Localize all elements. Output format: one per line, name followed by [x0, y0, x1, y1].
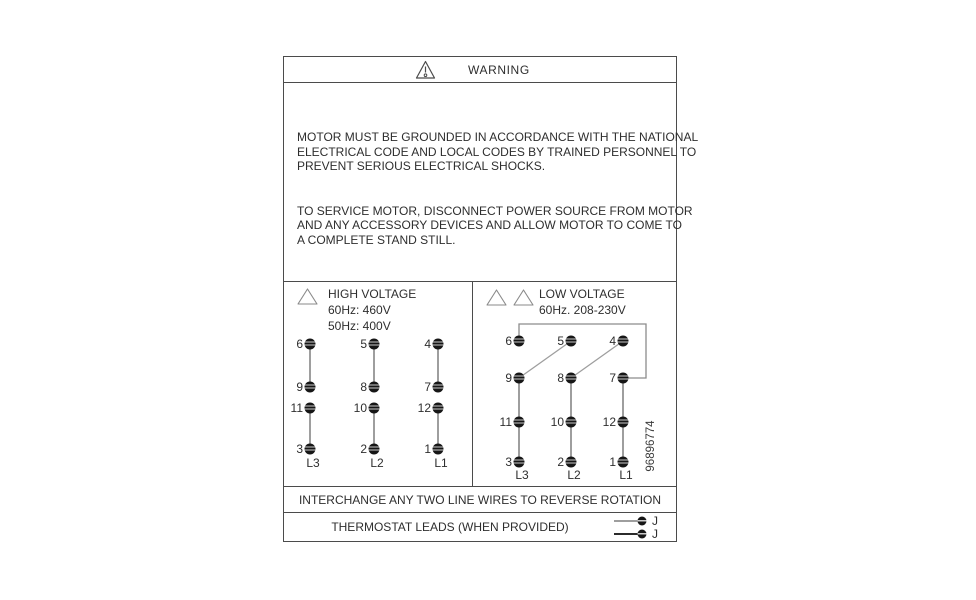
terminal-dot [618, 457, 629, 468]
terminal-dot [433, 382, 444, 393]
high-voltage-panel [284, 282, 473, 486]
reverse-rotation-note: INTERCHANGE ANY TWO LINE WIRES TO REVERSE ROTATION [298, 492, 662, 507]
terminal-number: 9 [505, 371, 512, 385]
terminal-number: 1 [609, 455, 616, 469]
terminal-dot [514, 457, 525, 468]
line-label: L1 [434, 456, 448, 470]
terminal-number: 8 [557, 371, 564, 385]
voltage-diagrams [284, 282, 676, 487]
terminal-number: 2 [360, 442, 367, 456]
notice-block [284, 83, 699, 282]
terminal-dot [566, 457, 577, 468]
terminal-dot [433, 444, 444, 455]
notice-text-line: TO SERVICE MOTOR, DISCONNECT POWER SOURCE FROM MOTOR [297, 203, 693, 218]
notice-text-line: MOTOR MUST BE GROUNDED IN ACCORDANCE WITH THE NATIONAL [297, 130, 699, 144]
thermostat-lead-dot [638, 530, 647, 539]
terminal-dot [305, 444, 316, 455]
terminal-number: 5 [360, 337, 367, 351]
service-notice [297, 203, 693, 248]
thermostat-lead-wire [614, 520, 638, 522]
terminal-number: 2 [557, 455, 564, 469]
thermostat-lead-label: J [652, 527, 658, 541]
terminal-dot [514, 417, 525, 428]
terminal-number: 3 [296, 442, 303, 456]
terminal-dot [618, 373, 629, 384]
terminal-number: 10 [550, 415, 564, 429]
terminal-dot [433, 339, 444, 350]
terminal-dot [618, 336, 629, 347]
terminal-dot [369, 403, 380, 414]
terminal-number: 12 [602, 415, 616, 429]
terminal-number: 6 [505, 334, 512, 348]
high-voltage-title: HIGH VOLTAGE [328, 287, 417, 301]
motor-warning-label [283, 56, 699, 542]
terminal-dot [566, 373, 577, 384]
terminal-dot [514, 373, 525, 384]
terminal-number: 6 [296, 337, 303, 351]
notice-text-line: PREVENT SERIOUS ELECTRICAL SHOCKS. [297, 159, 546, 173]
terminal-dot [566, 417, 577, 428]
terminal-dot [369, 339, 380, 350]
terminal-dot [369, 382, 380, 393]
terminal-number: 7 [424, 380, 431, 394]
terminal-dot [566, 336, 577, 347]
warning-triangle-icon [415, 60, 436, 83]
thermostat-lead-wire [614, 533, 638, 535]
terminal-dot [514, 336, 525, 347]
notice-text-line: ELECTRICAL CODE AND LOCAL CODES BY TRAINED PERSONNEL TO [297, 144, 697, 159]
low-voltage-rating: 60Hz. 208-230V [539, 303, 626, 317]
terminal-number: 9 [296, 380, 303, 394]
terminal-number: 10 [353, 401, 367, 415]
high-voltage-rating: 60Hz: 460V [328, 303, 391, 317]
terminal-dot [305, 382, 316, 393]
thermostat-note: THERMOSTAT LEADS (WHEN PROVIDED) [331, 520, 569, 534]
terminal-number: 11 [290, 401, 303, 415]
thermostat-lead-dot [638, 517, 647, 526]
terminal-number: 11 [499, 415, 512, 429]
low-voltage-title: LOW VOLTAGE [539, 287, 625, 301]
warning-header [284, 57, 676, 83]
part-number: 96896774 [645, 420, 657, 472]
reverse-rotation-note-row [284, 487, 676, 513]
thermostat-lead-label: J [652, 514, 658, 528]
terminal-number: 4 [424, 337, 431, 351]
low-voltage-panel [473, 282, 676, 486]
terminal-dot [618, 417, 629, 428]
terminal-number: 7 [609, 371, 616, 385]
notice-text-line: A COMPLETE STAND STILL. [297, 232, 456, 247]
line-label: L3 [515, 468, 529, 482]
terminal-number: 5 [557, 334, 564, 348]
line-label: L2 [370, 456, 384, 470]
high-voltage-rating: 50Hz: 400V [328, 319, 391, 333]
terminal-dot [433, 403, 444, 414]
grounding-notice [297, 130, 699, 174]
terminal-number: 1 [424, 442, 431, 456]
line-label: L1 [619, 468, 633, 482]
notice-text-line: AND ANY ACCESSORY DEVICES AND ALLOW MOTOR TO COME TO [297, 218, 683, 232]
terminal-number: 4 [609, 334, 616, 348]
terminal-dot [305, 403, 316, 414]
line-label: L3 [306, 456, 320, 470]
terminal-dot [369, 444, 380, 455]
line-label: L2 [567, 468, 581, 482]
terminal-number: 12 [417, 401, 431, 415]
terminal-dot [305, 339, 316, 350]
thermostat-leads-row [284, 513, 676, 541]
terminal-number: 3 [505, 455, 512, 469]
terminal-number: 8 [360, 380, 367, 394]
warning-title: WARNING [468, 62, 530, 77]
